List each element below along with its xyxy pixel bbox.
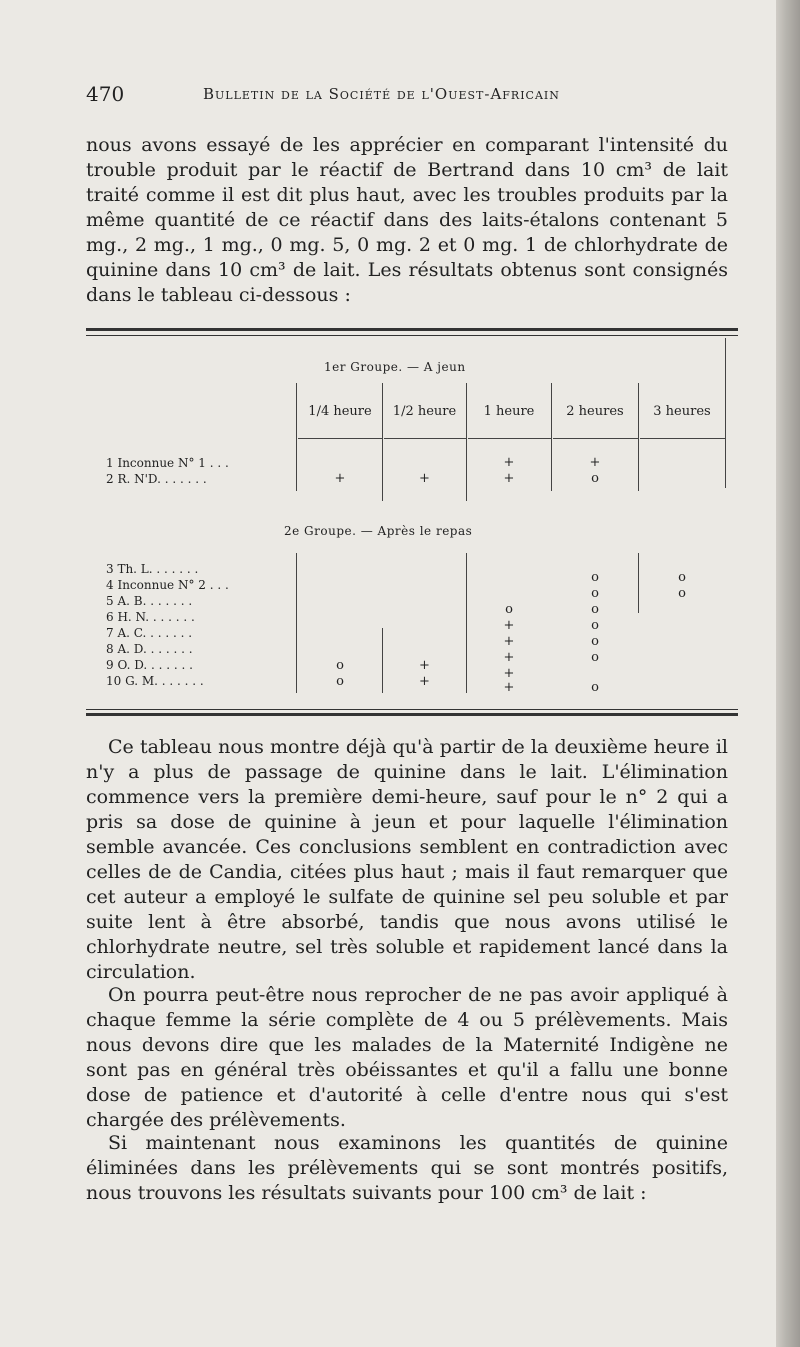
table-cell: +: [503, 471, 515, 486]
paragraph-3: On pourra peut-être nous reprocher de ne pas avoir appliqué à chaque femme la série complète de 4 ou 5 prélèvements. Mais nous devons dire que les malades de la Maternité Indigène ne sont pas en général très obéissantes et qu'il a fallu une bonne dose de patience et d'autorité à celle d'entre nous qui s'est chargée des prélèvements.: [86, 984, 728, 1131]
row-label: 4 Inconnue N° 2 . . .: [106, 578, 229, 592]
table-rule-bottom: [86, 713, 738, 716]
table-cell: o: [591, 618, 599, 633]
row-label: 2 R. N'D. . . . . . .: [106, 472, 207, 486]
col-divider: [296, 383, 297, 491]
table-cell: o: [591, 634, 599, 649]
row-label: 3 Th. L. . . . . . .: [106, 562, 199, 576]
header-underline: [298, 438, 382, 439]
row-label: 9 O. D. . . . . . .: [106, 658, 193, 672]
column-header: 1 heure: [483, 404, 535, 419]
running-title: Bulletin de la Société de l'Ouest-Africain: [203, 85, 560, 103]
table-rule-top-thin: [86, 335, 738, 336]
table-rule-bottom-thin: [86, 709, 738, 710]
col-divider: [725, 338, 726, 488]
header-underline: [384, 438, 466, 439]
column-header: 3 heures: [653, 404, 711, 419]
table-cell: o: [678, 586, 686, 601]
paragraph-2: Ce tableau nous montre déjà qu'à partir de la deuxième heure il n'y a plus de passage de quinine dans le lait. L'élimination commence vers la première demi-heure, sauf pour le n° 2 qui a pris sa dose de quinine à jeun et pour laquelle l'élimination semble avancée. Ces conclusions semblent en contradiction avec celles de de Candia, citées plus haut ; mais il faut remarquer que cet auteur a employé le sulfate de quinine sel peu soluble et par suite lent à être absorbé, tandis que nous avons utilisé le chlorhydrate neutre, sel très soluble et rapidement lancé dans la circulation.: [86, 736, 728, 983]
group1-title: 1er Groupe. — A jeun: [324, 360, 466, 374]
column-header: 1/4 heure: [308, 404, 372, 419]
header-underline: [553, 438, 638, 439]
table-cell: +: [419, 471, 430, 486]
col-divider: [296, 553, 297, 693]
row-label: 5 A. B. . . . . . .: [106, 594, 193, 608]
page-number: 470: [86, 82, 125, 106]
table-cell: o: [591, 650, 599, 665]
table-cell: +: [589, 455, 601, 470]
table-cell: +: [419, 674, 430, 689]
col-divider: [638, 383, 639, 491]
table-cell: +: [503, 634, 515, 649]
table-cell: o: [336, 674, 344, 689]
paragraph-1: nous avons essayé de les apprécier en comparant l'intensité du trouble produit par le réactif de Bertrand dans 10 cm³ de lait traité comme il est dit plus haut, avec les troubles produits par la même quantité de ce réactif dans des laits-étalons contenant 5 mg., 2 mg., 1 mg., 0 mg. 5, 0 mg. 2 et 0 mg. 1 de chlorhydrate de quinine dans 10 cm³ de lait. Les résultats obtenus sont consignés dans le tableau ci-dessous :: [86, 134, 728, 306]
table-cell: +: [419, 658, 430, 673]
results-table: [86, 328, 738, 716]
column-header: 1/2 heure: [392, 404, 457, 419]
header-underline: [468, 438, 551, 439]
table-cell: o: [336, 658, 344, 673]
table-cell: o: [591, 680, 599, 695]
header-underline: [640, 438, 725, 439]
row-label: 10 G. M. . . . . . .: [106, 674, 204, 688]
table-cell: o: [591, 471, 599, 486]
paragraph-4: Si maintenant nous examinons les quantités de quinine éliminées dans les prélèvements qui se sont montrés positifs, nous trouvons les résultats suivants pour 100 cm³ de lait :: [86, 1132, 728, 1204]
group2-title: 2e Groupe. — Après le repas: [284, 524, 473, 538]
table-cell: +: [334, 471, 346, 486]
table-cell: +: [503, 455, 515, 470]
row-label: 8 A. D. . . . . . .: [106, 642, 193, 656]
running-header: [86, 82, 736, 112]
table-rule-top: [86, 328, 738, 331]
table-cell: +: [503, 618, 515, 633]
table-cell: +: [503, 666, 515, 681]
table-cell: o: [505, 602, 513, 617]
table-cell: o: [591, 586, 599, 601]
table-cell: +: [503, 650, 515, 665]
row-label: 6 H. N. . . . . . .: [106, 610, 195, 624]
table-cell: o: [591, 602, 599, 617]
row-label: 7 A. C. . . . . . .: [106, 626, 193, 640]
table-cell: +: [503, 680, 515, 695]
table-cell: o: [678, 570, 686, 585]
row-label: 1 Inconnue N° 1 . . .: [106, 456, 229, 470]
page-edge-shadow: [776, 0, 800, 1347]
column-header: 2 heures: [566, 404, 624, 419]
table-cell: o: [591, 570, 599, 585]
